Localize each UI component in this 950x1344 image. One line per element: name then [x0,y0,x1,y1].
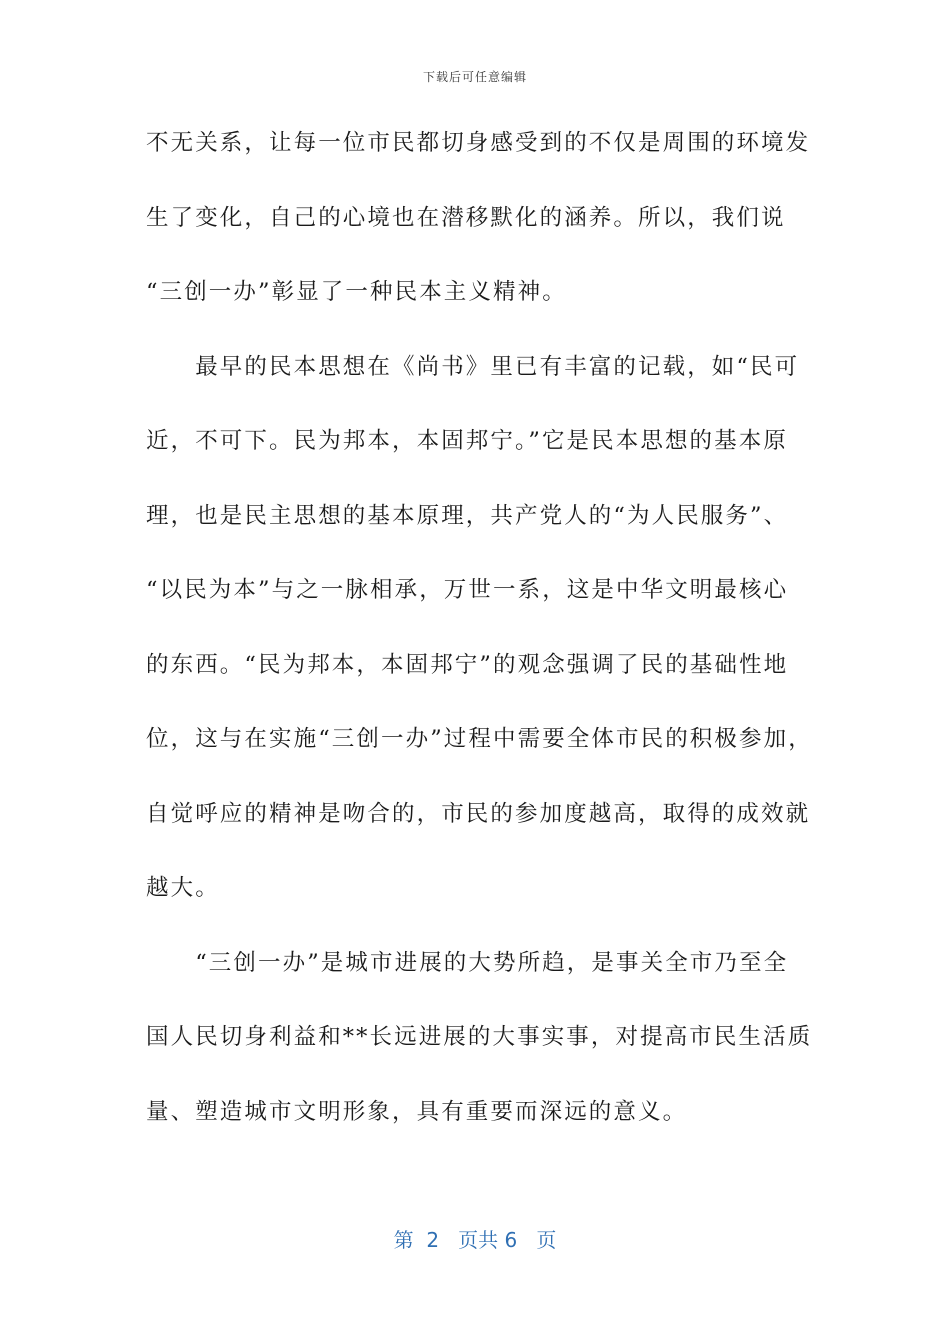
text-line: 越大。 [146,875,220,901]
text-line: 理，也是民主思想的基本原理，共产党人的“为人民服务”、 [146,502,789,529]
document-body [146,118,816,1161]
text-line: 近，不可下。民为邦本，本固邦宁。”它是民本思想的基本原 [146,428,788,454]
text-line: 国人民切身利益和**长远进展的大事实事，对提高市民生活质 [146,1024,813,1050]
text-line: 最早的民本思想在《尚书》里已有丰富的记载，如“民可 [146,353,800,380]
text-line: 位，这与在实施“三创一办”过程中需要全体市民的积极参加， [146,726,813,752]
text-line: “以民为本”与之一脉相承，万世一系，这是中华文明最核心 [146,577,789,603]
page-number-footer: 第 2 页共 6 页 [393,1228,557,1252]
text-line: 不无关系，让每一位市民都切身感受到的不仅是周围的环境发 [146,130,811,156]
text-line: “三创一办”是城市进展的大势所趋，是事关全市乃至全 [146,949,789,976]
text-line: “三创一办”彰显了一种民本主义精神。 [146,279,567,305]
text-line: 生了变化，自己的心境也在潜移默化的涵养。所以，我们说 [146,204,786,231]
text-line: 量、塑造城市文明形象，具有重要而深远的意义。 [146,1098,688,1125]
page-header: 下载后可任意编辑 [422,70,527,84]
text-line: 自觉呼应的精神是吻合的，市民的参加度越高，取得的成效就 [146,800,811,827]
text-line: 的东西。“民为邦本，本固邦宁”的观念强调了民的基础性地 [146,651,789,678]
